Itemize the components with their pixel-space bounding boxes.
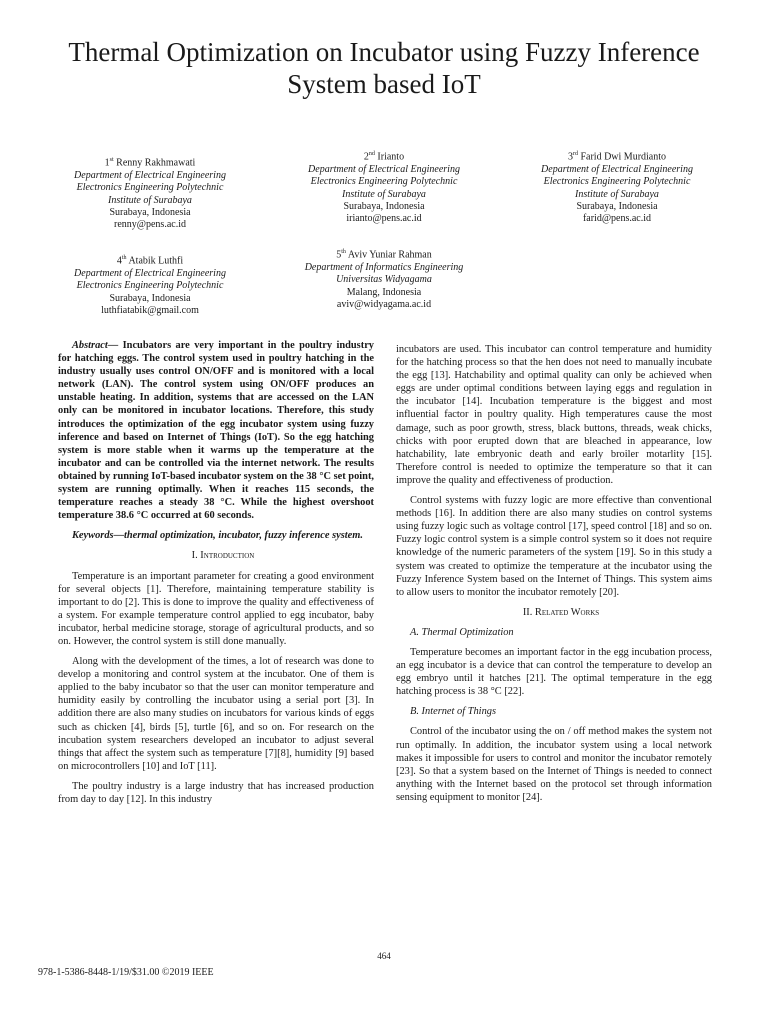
- left-column: [58, 339, 374, 813]
- paper-title: Thermal Optimization on Incubator using Fuzzy Inference System based IoT: [68, 37, 700, 99]
- body-paragraph: Temperature is an important parameter for creating a good environment for several objects [1]. Therefore, maintaining temperature stability is important to do [2]. This is done to improve the quality and effectiveness of a system. For example temperature control applied to egg incubator, baby incubator, herbal medicine storage, storage of agricultural products, and so on. However, the control system is still done manually.: [58, 570, 374, 647]
- abstract-label: Abstract: [72, 340, 108, 351]
- copyright-footer: 978-1-5386-8448-1/19/$31.00 ©2019 IEEE: [38, 967, 214, 978]
- body-paragraph: Temperature becomes an important factor in the egg incubation process, an egg incubator is a device that can control the temperature to develop an egg embryo until it hatches [21]. The optimal temperature in the egg hatching process is 38 °C [22].: [396, 646, 712, 698]
- author-block-1: 1st Renny Rakhmawati Department of Electrical Engineering Electronics Engineering Polytechnic Institute of Surabaya Surabaya, Indonesia renny@pens.ac.id: [74, 157, 226, 231]
- body-paragraph: The poultry industry is a large industry that has increased production from day to day [12]. In this industry: [58, 780, 374, 805]
- section-heading-introduction: I. Introduction: [191, 550, 255, 562]
- section-heading-related-works: II. Related Works: [522, 606, 600, 618]
- subsection-heading-thermal: A. Thermal Optimization: [410, 626, 514, 638]
- body-paragraph: Control of the incubator using the on / off method makes the system not run optimally. In addition, the incubator system using a local network makes it impossible for users to control and monitor the incubator remotely [23]. So that a system based on the Internet of Things is needed to connect anything with the Internet based on the protocol set through information sensing equipment to monitor [24].: [396, 726, 712, 803]
- body-paragraph: Control systems with fuzzy logic are more effective than conventional methods [16]. In addition there are also many studies on control systems using fuzzy logic such as voltage control [17], speed control [18] and so on. Fuzzy logic control system is a simple control system so it does not require knowledge of the numeric parameters of the system [19]. So in this study a system was created to optimize the temperature at the incubator using the Fuzzy Inference System based on the Internet of Things. This system aims to allow users to monitor the incubator remotely [20].: [396, 495, 712, 598]
- body-paragraph: Along with the development of the times, a lot of research was done to develop a monitoring and control system at the incubator. One of them is applied to the baby incubator so that the user can monitor temperature and humidity easily by controlling the incubator using a serial port [3]. In addition there are also many studies on incubators for various kinds of eggs such as chicken [4], birds [5], turtle [6], and so on. For research on the incubation system researchers developed an incubator to adjust several things that affect the system such as temperature [7][8], humidity [9] based on microcontrollers [10] and IoT [11].: [58, 656, 374, 772]
- author-block-4: 4th Atabik Luthfi Department of Electrical Engineering Electronics Engineering Polytechnic Surabaya, Indonesia luthfiatabik@gmail.com: [74, 255, 226, 316]
- keywords: Keywords—thermal optimization, incubator, fuzzy inference system.: [72, 530, 363, 542]
- author-block-5: 5th Aviv Yuniar Rahman Department of Informatics Engineering Universitas Widyagama Malang, Indonesia aviv@widyagama.ac.id: [304, 249, 464, 310]
- abstract: Abstract— Incubators are very important in the poultry industry for hatching eggs. The control system used in poultry hatching in the industry usually uses control ON/OFF and is monitored with a local network (LAN). The control system using ON/OFF produces an unstable heating. In addition, systems that are accessed on the LAN only can be monitored in incubator locations. Therefore, this study introduces the optimization of the egg incubator system using fuzzy inference and based on Internet of Things (IoT). So the egg hatching system is more stable when it warms up the temperature at the incubator and can be controlled via the internet network. The results obtained by running IoT-based incubator system on the 38 °C set point, system are running optimally. When it reaches 115 seconds, the temperature reaches a steady 38 °C. While the highest overshoot temperature 38.6 °C occurred at 60 seconds.: [58, 340, 374, 522]
- author-block-3: 3rd Farid Dwi Murdianto Department of Electrical Engineering Electronics Engineering Polytechnic Institute of Surabaya Surabaya, Indonesia farid@pens.ac.id: [541, 151, 693, 225]
- author-block-2: 2nd Irianto Department of Electrical Engineering Electronics Engineering Polytechnic Institute of Surabaya Surabaya, Indonesia irianto@pens.ac.id: [308, 151, 460, 225]
- right-column: [396, 343, 712, 811]
- page-number: 464: [377, 951, 391, 961]
- body-paragraph: incubators are used. This incubator can control temperature and humidity for the hatching process so that the hen does not need to manually incubate the egg [13]. Hatchability and optimal quality can only be achieved when eggs are under optimal conditions between laying eggs and regulation in the incubator [14]. Incubation temperature is the biggest and most influential factor in poultry quality. High temperatures cause the most damage, such as poor growth, stress, black buttons, threads, weak chicks, chicks with poor erupted down that are bleached in appearance, low hatchability, late embryonic death and early broiler motarlity [15]. Therefore control is needed to optimize the temperature so that it can improve the quality and effectiveness of production.: [396, 344, 712, 486]
- subsection-heading-iot: B. Internet of Things: [410, 706, 497, 718]
